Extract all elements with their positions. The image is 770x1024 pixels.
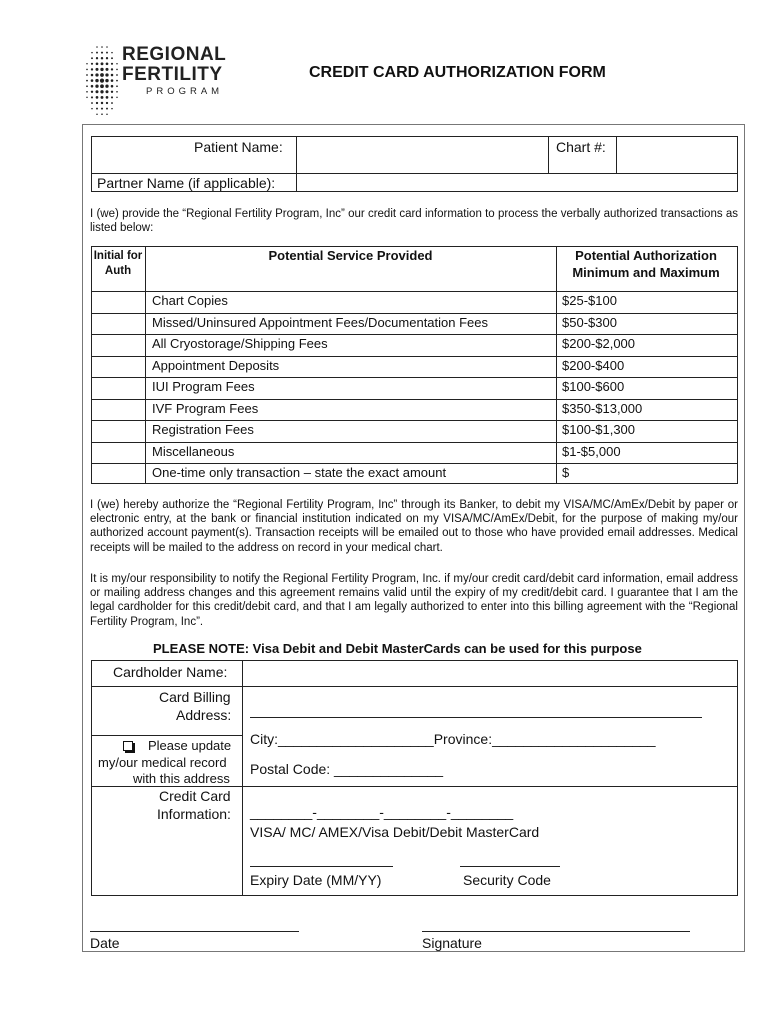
card-billing-label: Card Billing [159, 689, 231, 705]
service-amount: $50-$300 [562, 315, 617, 330]
service-amount: $1-$5,000 [562, 444, 621, 459]
service-amount: $350-$13,000 [562, 401, 643, 416]
partner-name-field[interactable] [298, 175, 736, 191]
intro-paragraph: I (we) provide the “Regional Fertility Program, Inc” our credit card information to process the verbally authorized transactions as listed below: [90, 208, 738, 235]
table-row-divider [91, 356, 738, 357]
cardholder-name-label: Cardholder Name: [113, 664, 228, 680]
update-record-line-3: with this address [133, 771, 230, 786]
authorization-paragraph: I (we) hereby authorize the “Regional Fertility Program, Inc” through its Banker, to debit my VISA/MC/AmEx/Debit by paper or electronic entry, at the bank or financial institution indicated on my VISA/MC/AmEx/Debit, for the purpose of making my/our authorized account payment(s). Transaction receipts will be emailed out to those who have provided email addresses. Medical receipts will be mailed to the address on record in your medical chart. [90, 499, 738, 554]
patient-name-label: Patient Name: [194, 139, 283, 155]
table-row-divider [91, 442, 738, 443]
chart-number-label: Chart #: [556, 139, 606, 155]
dot-pattern-logo-mark [84, 44, 122, 124]
postal-code-line[interactable]: Postal Code: ______________ [250, 761, 444, 777]
update-record-line-2: my/our medical record [98, 755, 227, 770]
table-row-divider [91, 377, 738, 378]
form-title: CREDIT CARD AUTHORIZATION FORM [309, 64, 606, 81]
table-row-divider [91, 463, 738, 464]
initial-field[interactable] [93, 464, 143, 484]
service-name: IUI Program Fees [152, 379, 255, 394]
logo-line-regional: REGIONAL [122, 44, 227, 65]
service-name: Missed/Uninsured Appointment Fees/Documentation Fees [152, 315, 489, 330]
table-row-divider [91, 313, 738, 314]
card-types-label: VISA/ MC/ AMEX/Visa Debit/Debit MasterCard [250, 824, 540, 840]
responsibility-paragraph: It is my/our responsibility to notify the Regional Fertility Program, Inc. if my/our credit card/debit card information, email address or mailing address changes and this agreement remains valid until the expiry of my credit/debit card. I guarantee that I am the legal cardholder for this credit/debit card, and that I am legally authorized to enter into this billing agreement with the “Regional Fertility Program, Inc”. [90, 573, 738, 628]
service-amount: $200-$400 [562, 358, 625, 373]
service-amount: $100-$600 [562, 379, 625, 394]
service-name: Chart Copies [152, 293, 228, 308]
logo-line-program: PROGRAM [146, 86, 224, 97]
information-label: Information: [157, 806, 231, 822]
update-record-checkbox[interactable] [122, 740, 134, 752]
signature-label: Signature [422, 935, 482, 951]
service-name: One-time only transaction – state the exact amount [152, 465, 447, 480]
initial-field[interactable] [93, 421, 143, 441]
service-name: All Cryostorage/Shipping Fees [152, 336, 328, 351]
service-amount: $100-$1,300 [562, 422, 636, 437]
regional-fertility-logo [84, 44, 234, 124]
signature-line[interactable] [422, 931, 690, 932]
table-row-divider [91, 334, 738, 335]
security-code-line[interactable] [460, 866, 560, 867]
initial-field[interactable] [93, 443, 143, 463]
logo-line-fertility: FERTILITY [122, 64, 223, 85]
initial-field[interactable] [93, 314, 143, 334]
date-label: Date [90, 935, 120, 951]
please-note: PLEASE NOTE: Visa Debit and Debit MasterCards can be used for this purpose [153, 641, 642, 656]
patient-name-field[interactable] [298, 138, 546, 172]
security-code-label: Security Code [463, 872, 551, 888]
initial-field[interactable] [93, 400, 143, 420]
col-initial-header: Initial for Auth [93, 250, 143, 277]
chart-number-field[interactable] [618, 138, 736, 172]
table-row-divider [91, 399, 738, 400]
initial-field[interactable] [93, 378, 143, 398]
service-name: Registration Fees [152, 422, 254, 437]
partner-name-label: Partner Name (if applicable): [97, 175, 276, 191]
credit-card-label: Credit Card [159, 788, 231, 804]
service-name: Miscellaneous [152, 444, 235, 459]
service-amount: $200-$2,000 [562, 336, 636, 351]
table-row-divider [91, 291, 738, 292]
cardholder-name-field[interactable] [244, 662, 736, 685]
service-amount: $25-$100 [562, 293, 617, 308]
service-name: Appointment Deposits [152, 358, 280, 373]
expiry-date-label: Expiry Date (MM/YY) [250, 872, 382, 888]
service-name: IVF Program Fees [152, 401, 259, 416]
city-province-line[interactable]: City:____________________Province:_____________________ [250, 731, 656, 747]
initial-field[interactable] [93, 357, 143, 377]
col-amount-header: Potential Authorization Minimum and Maximum [572, 248, 720, 280]
expiry-date-line[interactable] [250, 866, 393, 867]
service-amount: $ [562, 465, 570, 480]
update-record-line-1: Please update [148, 738, 232, 753]
table-row-divider [91, 420, 738, 421]
card-number-line[interactable]: ________-________-________-________ [250, 804, 514, 820]
initial-field[interactable] [93, 292, 143, 312]
initial-field[interactable] [93, 335, 143, 355]
col-service-header: Potential Service Provided [268, 248, 433, 263]
date-line[interactable] [90, 931, 299, 932]
address-label: Address: [176, 707, 232, 723]
billing-address-line[interactable] [250, 717, 702, 718]
